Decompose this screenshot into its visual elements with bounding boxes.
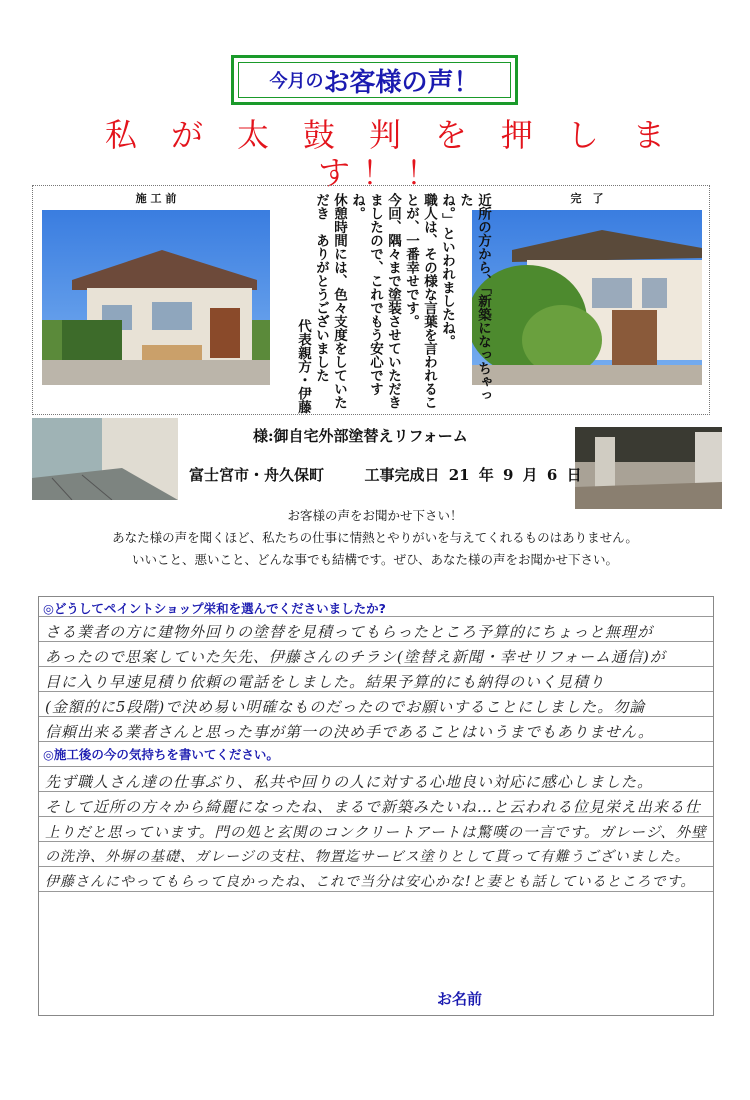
testimony-line: ましたので、これでもう安心ですね。 (349, 193, 383, 396)
after-photo (472, 210, 702, 385)
testimony-line: だき ありがとうございました (313, 193, 329, 382)
testimony-line: 近所の方から、「新築になっちゃった (457, 193, 491, 403)
headline-char: ！ (405, 154, 438, 192)
signature: 代表親方・伊藤 (295, 318, 311, 413)
headline-char: を (434, 116, 467, 154)
testimony-line: 今回、隅々まで塗装させていただき (385, 193, 401, 409)
headline-char: ま (632, 116, 665, 154)
headline-char: が (170, 116, 203, 154)
answer-line: さる業者の方に建物外回りの塗替を見積ってもらったところ予算的にちょっと無理が (45, 623, 654, 641)
before-label: 施 工 前 (135, 192, 177, 205)
testimony-line: 職人は、その様な言葉を言われるこ (421, 193, 437, 409)
answer-line: 信頼出来る業者さんと思った事が第一の決め手であることはいうまでもありません。 (45, 723, 654, 741)
headline-char: 鼓 (302, 116, 335, 154)
answer-line: そして近所の方々から綺麗になったね、まるで新築みたいね…と云われる位見栄え出来る仕 (45, 798, 701, 816)
feedback-form (38, 596, 714, 1016)
testimony-line: とが、一番幸せです。 (403, 193, 419, 328)
answer-line: (金額的に5段階)で決め易い明確なものだったのでお願いすることにしました。勿論 (45, 698, 646, 716)
project-info (189, 464, 582, 485)
entrance-illustration (32, 418, 178, 500)
testimony-line: ね。」といわれましたね。 (439, 193, 455, 349)
form-rule (39, 866, 713, 867)
headline-char: す (318, 154, 351, 192)
answer-line: 目に入り早速見積り依頼の電話をしました。結果予算的にも納得のいく見積り (45, 673, 606, 691)
after-label: 完 了 (570, 192, 604, 205)
gate-illustration (575, 427, 722, 509)
title-prefix: 今月の (269, 71, 324, 92)
title-box (231, 55, 518, 105)
project-location: 富士宮市・舟久保町 (189, 466, 325, 484)
before-photo (42, 210, 270, 385)
answer-line: 上りだと思っています。門の処と玄関のコンクリートアートは驚嘆の一言です。ガレージ、外壁 (45, 825, 707, 841)
title-main: お客様の声！ (323, 67, 480, 98)
answer-line: あったので思案していた矢先、伊藤さんのチラシ(塗替え新聞・幸せリフォーム通信)が (45, 648, 666, 666)
headline-char: 判 (368, 116, 401, 154)
answer-line: 先ず職人さん達の仕事ぶり、私共や回りの人に対する心地良い対応に感心しました。 (45, 773, 654, 791)
request-line: お客様の声をお聞かせ下さい！ (287, 508, 463, 523)
headline-char: し (566, 116, 599, 154)
title-inner-border (238, 62, 511, 98)
form-rule (39, 891, 713, 892)
gate-photo (575, 427, 722, 509)
project-completion: 工事完成日 21 年 9 月 6 日 (364, 466, 582, 484)
request-line: あなた様の声を聞くほど、私たちの仕事に情熱とやりがいを与えてくれるものはありません。 (112, 530, 638, 545)
name-label: お名前 (437, 990, 483, 1008)
headline-char: 押 (500, 116, 533, 154)
headline-char: 私 (105, 116, 138, 154)
testimony-vertical-text (282, 193, 492, 413)
form-rule (39, 766, 713, 767)
request-line: いいこと、悪いこと、どんな事でも結構です。ぜひ、あなた様の声をお聞かせ下さい。 (131, 552, 618, 567)
headline-char: ！ (361, 154, 394, 192)
testimony-line: 休憩時間には、色々支度をしていた (331, 193, 347, 409)
after-house-illustration (472, 210, 702, 385)
entrance-photo (32, 418, 178, 500)
question-reason: ◎どうしてペイントショップ栄和を選んでくださいましたか? (43, 601, 386, 616)
question-feelings: ◎施工後の今の気持ちを書いてください。 (43, 747, 279, 762)
project-title: 様:御自宅外部塗替えリフォーム (253, 427, 468, 445)
answer-line: 伊藤さんにやってもらって良かったね、これで当分は安心かな!と妻とも話しているところです。 (45, 874, 696, 890)
before-house-illustration (42, 210, 270, 385)
answer-line: の洗浄、外塀の基礎、ガレージの支柱、物置迄サービス塗りとして貰って有難うございました。 (45, 849, 690, 865)
request-text (0, 505, 750, 571)
headline-char: 太 (236, 116, 269, 154)
